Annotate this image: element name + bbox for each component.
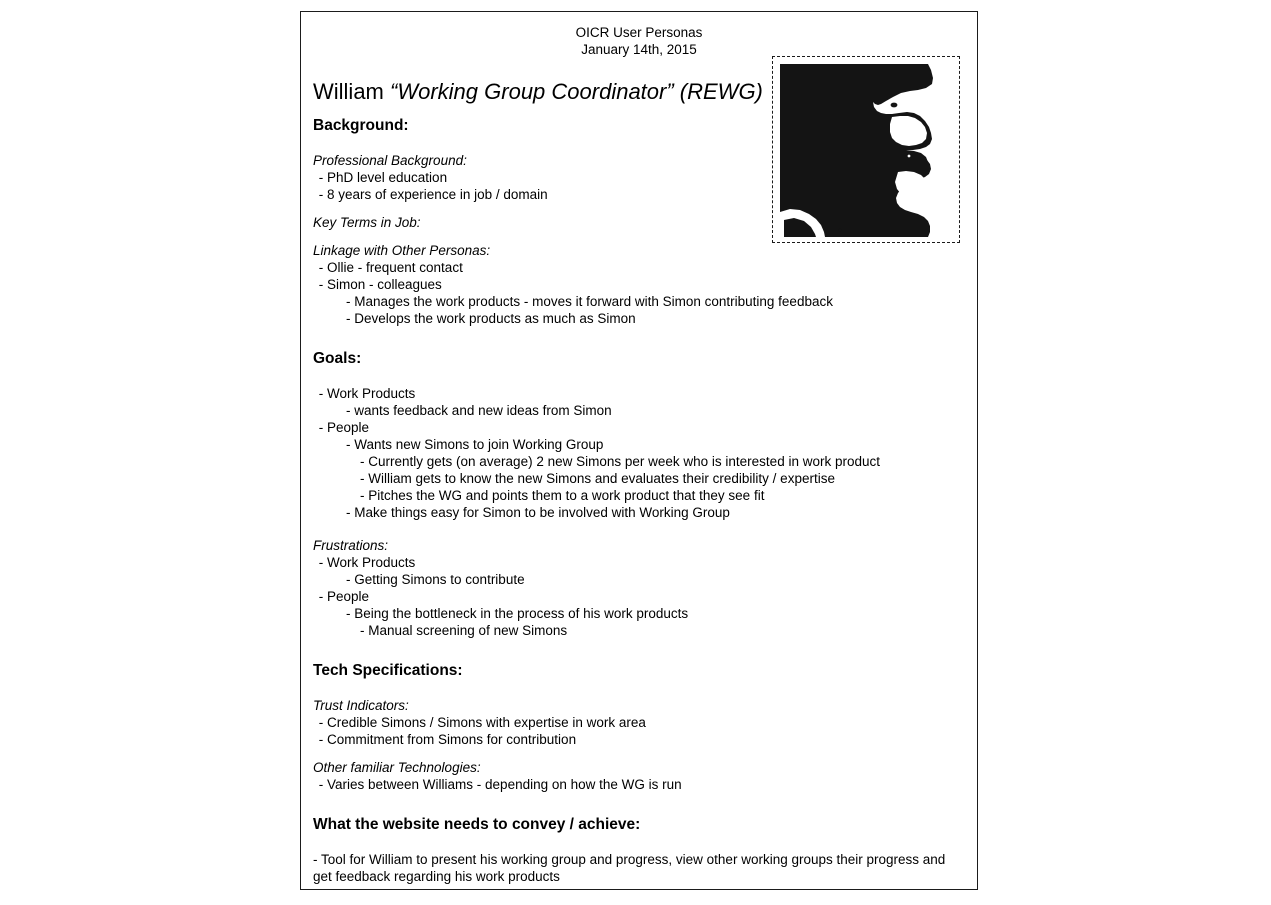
spacer <box>313 793 967 815</box>
subheading-professional-background: Professional Background: <box>313 153 467 168</box>
subheading-frustrations: Frustrations: <box>313 538 389 553</box>
spacer <box>313 748 967 759</box>
website-needs-paragraph: - Tool for William to present his working group and progress, view other working groups their progress and get feedback regarding his work products <box>313 852 946 884</box>
section-heading-website-needs: What the website needs to convey / achieve: <box>313 816 641 833</box>
list-item: - Simon - colleagues <box>315 277 442 292</box>
spacer <box>313 521 967 537</box>
subheading-other-familiar-technologies: Other familiar Technologies: <box>313 760 481 775</box>
document-date: January 14th, 2015 <box>581 41 697 57</box>
list-item: - PhD level education <box>315 170 448 185</box>
persona-page-sheet <box>300 11 978 890</box>
list-item: - People <box>315 589 370 604</box>
list-item: - Work Products <box>315 555 416 570</box>
persona-title <box>313 78 763 106</box>
section-heading-background: Background: <box>313 117 409 134</box>
document-header <box>301 12 977 58</box>
list-item: - Getting Simons to contribute <box>346 572 525 587</box>
document-title: OICR User Personas <box>575 25 703 40</box>
persona-content <box>313 116 967 885</box>
spacer <box>313 327 967 349</box>
section-heading-goals: Goals: <box>313 350 362 367</box>
spacer <box>313 203 967 214</box>
list-item: - Develops the work products as much as Simon <box>346 311 636 326</box>
spacer <box>313 231 967 242</box>
list-item: - Manual screening of new Simons <box>360 623 568 638</box>
list-item: - Ollie - frequent contact <box>315 260 463 275</box>
list-item: - Work Products <box>315 386 416 401</box>
list-item: - 8 years of experience in job / domain <box>315 187 548 202</box>
list-item: - Commitment from Simons for contribution <box>315 732 577 747</box>
list-item: - Being the bottleneck in the process of his work products <box>346 606 689 621</box>
spacer <box>313 369 967 385</box>
subheading-linkage-with-other-personas: Linkage with Other Personas: <box>313 243 491 258</box>
spacer <box>313 835 967 851</box>
list-item: - William gets to know the new Simons and evaluates their credibility / expertise <box>360 471 835 486</box>
persona-name: William <box>313 79 384 104</box>
list-item: - Varies between Williams - depending on how the WG is run <box>315 777 682 792</box>
section-heading-tech-specifications: Tech Specifications: <box>313 662 463 679</box>
list-item: - People <box>315 420 370 435</box>
spacer <box>313 639 967 661</box>
spacer <box>313 681 967 697</box>
list-item: - Make things easy for Simon to be involved with Working Group <box>346 505 730 520</box>
list-item: - Manages the work products - moves it forward with Simon contributing feedback <box>346 294 833 309</box>
persona-role: “Working Group Coordinator” (REWG) <box>390 79 763 104</box>
list-item: - Credible Simons / Simons with expertise in work area <box>315 715 646 730</box>
list-item: - Wants new Simons to join Working Group <box>346 437 604 452</box>
spacer <box>313 136 967 152</box>
list-item: - Currently gets (on average) 2 new Simons per week who is interested in work product <box>360 454 880 469</box>
subheading-key-terms-in-job: Key Terms in Job: <box>313 215 421 230</box>
subheading-trust-indicators: Trust Indicators: <box>313 698 409 713</box>
list-item: - wants feedback and new ideas from Simon <box>346 403 612 418</box>
list-item: - Pitches the WG and points them to a work product that they see fit <box>360 488 765 503</box>
